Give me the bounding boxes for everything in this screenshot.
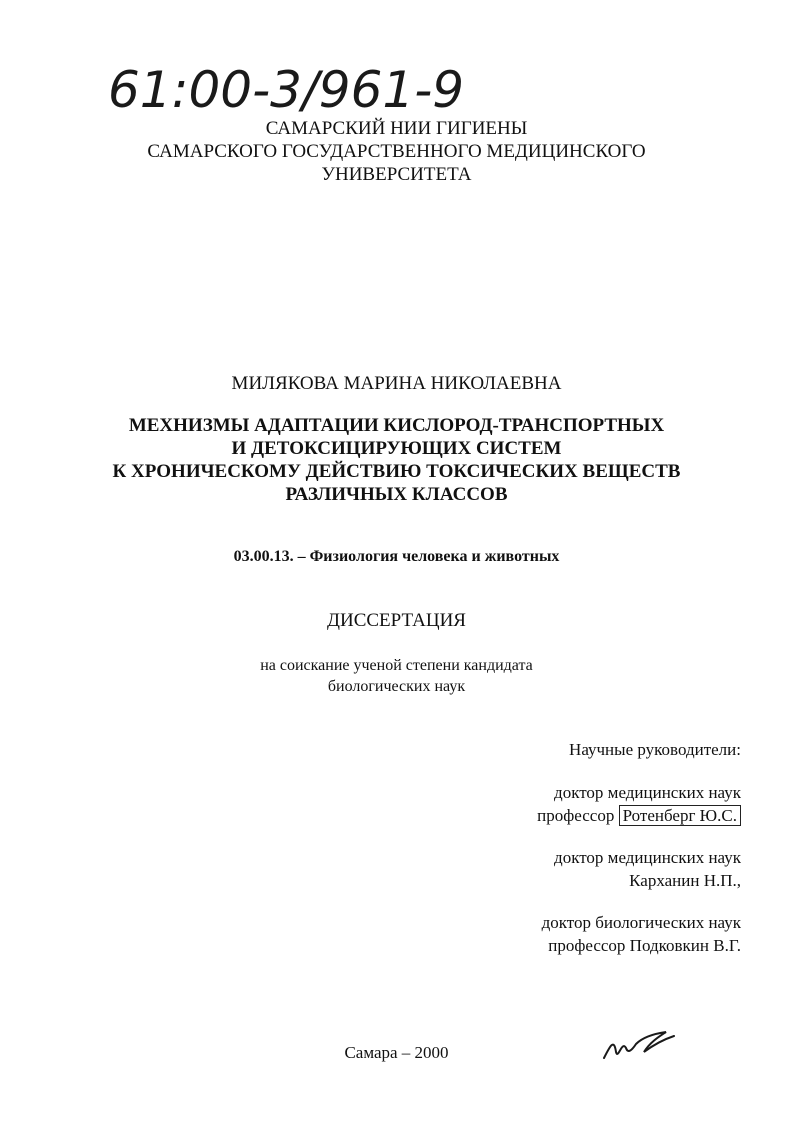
author-name: МИЛЯКОВА МАРИНА НИКОЛАЕВНА: [231, 373, 562, 394]
title-line-2: И ДЕТОКСИЦИРУЮЩИХ СИСТЕМ: [231, 438, 562, 459]
specialty-code: 03.00.13. – Физиология человека и животных: [233, 548, 560, 565]
supervisor-3-title-name: [542, 934, 741, 957]
supervisor-2: [554, 846, 741, 892]
supervisors-heading: Научные руководители:: [569, 740, 741, 759]
handwritten-signature: [600, 1026, 680, 1066]
degree-statement: [0, 655, 793, 697]
supervisor-2-name: Карханин Н.П.,: [629, 871, 741, 890]
supervisor-3-name: Подковкин В.Г.: [629, 936, 741, 955]
title-line-3: К ХРОНИЧЕСКОМУ ДЕЙСТВИЮ ТОКСИЧЕСКИХ ВЕЩЕСТВ: [112, 461, 681, 482]
handwritten-archive-code: [108, 52, 508, 122]
supervisor-3-degree: доктор биологических наук: [541, 913, 741, 932]
title-line-4: РАЗЛИЧНЫХ КЛАССОВ: [285, 484, 508, 505]
dissertation-title: [0, 414, 793, 506]
supervisor-1-title: профессор: [537, 806, 615, 825]
supervisor-1-title-name: [537, 804, 741, 827]
degree-line-1: на соискание ученой степени кандидата: [260, 657, 533, 674]
institution-line-2: САМАРСКОГО ГОСУДАРСТВЕННОГО МЕДИЦИНСКОГО: [147, 141, 646, 162]
supervisor-3-title: профессор: [548, 936, 626, 955]
supervisor-1-degree: доктор медицинских наук: [554, 783, 741, 802]
archive-code-text: 61:00-3/961-9: [108, 61, 465, 119]
document-type: ДИССЕРТАЦИЯ: [327, 610, 466, 631]
title-line-1: МЕХНИЗМЫ АДАПТАЦИИ КИСЛОРОД-ТРАНСПОРТНЫХ: [128, 415, 665, 436]
supervisor-1: [537, 781, 741, 827]
city-year: Самара – 2000: [344, 1043, 449, 1062]
degree-line-2: биологических наук: [327, 678, 466, 695]
supervisor-1-name: Ротенберг Ю.С.: [619, 805, 741, 826]
institution-line-1: САМАРСКИЙ НИИ ГИГИЕНЫ: [265, 118, 528, 139]
supervisor-2-degree: доктор медицинских наук: [554, 848, 741, 867]
supervisor-3: [542, 911, 741, 957]
institution-block: [0, 117, 793, 186]
institution-line-3: УНИВЕРСИТЕТА: [321, 164, 472, 185]
